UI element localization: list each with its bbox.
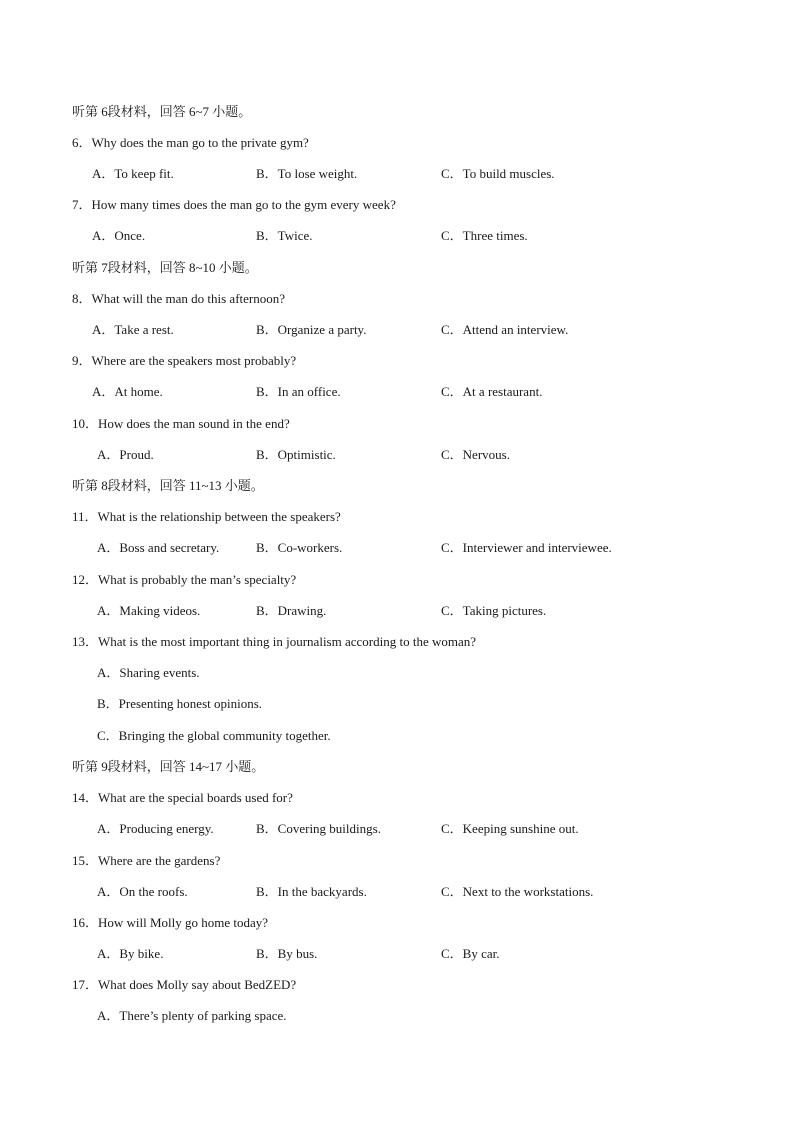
question-13-option-a: A．Sharing events.	[97, 665, 200, 680]
question-15-option-b: B．In the backyards.	[256, 884, 367, 899]
question-12-stem: 12．What is probably the man’s specialty?	[72, 572, 297, 587]
question-8-option-b: B．Organize a party.	[256, 322, 367, 337]
question-9-stem: 9．Where are the speakers most probably?	[72, 353, 297, 368]
question-11-option-b: B．Co-workers.	[256, 540, 343, 555]
question-12-option-c: C．Taking pictures.	[441, 603, 547, 618]
section-heading-8: 听第 8段材料，回答 11~13 小题。	[72, 478, 264, 493]
question-11-option-c: C．Interviewer and interviewee.	[441, 540, 612, 555]
question-14-stem: 14．What are the special boards used for?	[72, 790, 293, 805]
section-heading-9: 听第 9段材料，回答 14~17 小题。	[72, 759, 265, 774]
question-7-option-c: C．Three times.	[441, 228, 528, 243]
question-13-option-b: B．Presenting honest opinions.	[97, 696, 263, 711]
question-10-option-a: A．Proud.	[97, 447, 154, 462]
question-7-stem: 7．How many times does the man go to the gym every week?	[72, 197, 396, 212]
question-16-option-a: A．By bike.	[97, 946, 164, 961]
question-16-option-b: B．By bus.	[256, 946, 318, 961]
section-heading-7: 听第 7段材料，回答 8~10 小题。	[72, 260, 258, 275]
question-9-option-c: C．At a restaurant.	[441, 384, 543, 399]
question-10-option-b: B．Optimistic.	[256, 447, 336, 462]
question-17-option-a: A．There’s plenty of parking space.	[97, 1008, 287, 1023]
question-8-stem: 8．What will the man do this afternoon?	[72, 291, 286, 306]
question-17-stem: 17．What does Molly say about BedZED?	[72, 977, 297, 992]
question-11-option-a: A．Boss and secretary.	[97, 540, 220, 555]
question-9-option-a: A．At home.	[92, 384, 163, 399]
question-14-option-a: A．Producing energy.	[97, 821, 214, 836]
question-14-option-c: C．Keeping sunshine out.	[441, 821, 579, 836]
question-8-option-c: C．Attend an interview.	[441, 322, 569, 337]
question-16-option-c: C．By car.	[441, 946, 500, 961]
question-12-option-a: A．Making videos.	[97, 603, 201, 618]
question-6-option-a: A．To keep fit.	[92, 166, 174, 181]
question-6-option-c: C．To build muscles.	[441, 166, 555, 181]
question-16-stem: 16．How will Molly go home today?	[72, 915, 269, 930]
question-7-option-a: A．Once.	[92, 228, 146, 243]
question-7-option-b: B．Twice.	[256, 228, 313, 243]
question-14-option-b: B．Covering buildings.	[256, 821, 381, 836]
question-6-option-b: B．To lose weight.	[256, 166, 358, 181]
question-10-option-c: C．Nervous.	[441, 447, 510, 462]
question-15-stem: 15．Where are the gardens?	[72, 853, 221, 868]
question-13-stem: 13．What is the most important thing in journalism according to the woman?	[72, 634, 477, 649]
question-8-option-a: A．Take a rest.	[92, 322, 174, 337]
question-15-option-a: A．On the roofs.	[97, 884, 188, 899]
question-9-option-b: B．In an office.	[256, 384, 341, 399]
question-11-stem: 11．What is the relationship between the speakers?	[72, 509, 341, 524]
question-6-stem: 6．Why does the man go to the private gym?	[72, 135, 309, 150]
question-12-option-b: B．Drawing.	[256, 603, 327, 618]
question-10-stem: 10．How does the man sound in the end?	[72, 416, 290, 431]
section-heading-6: 听第 6段材料，回答 6~7 小题。	[72, 104, 252, 119]
question-15-option-c: C．Next to the workstations.	[441, 884, 594, 899]
question-13-option-c: C．Bringing the global community together.	[97, 728, 331, 743]
